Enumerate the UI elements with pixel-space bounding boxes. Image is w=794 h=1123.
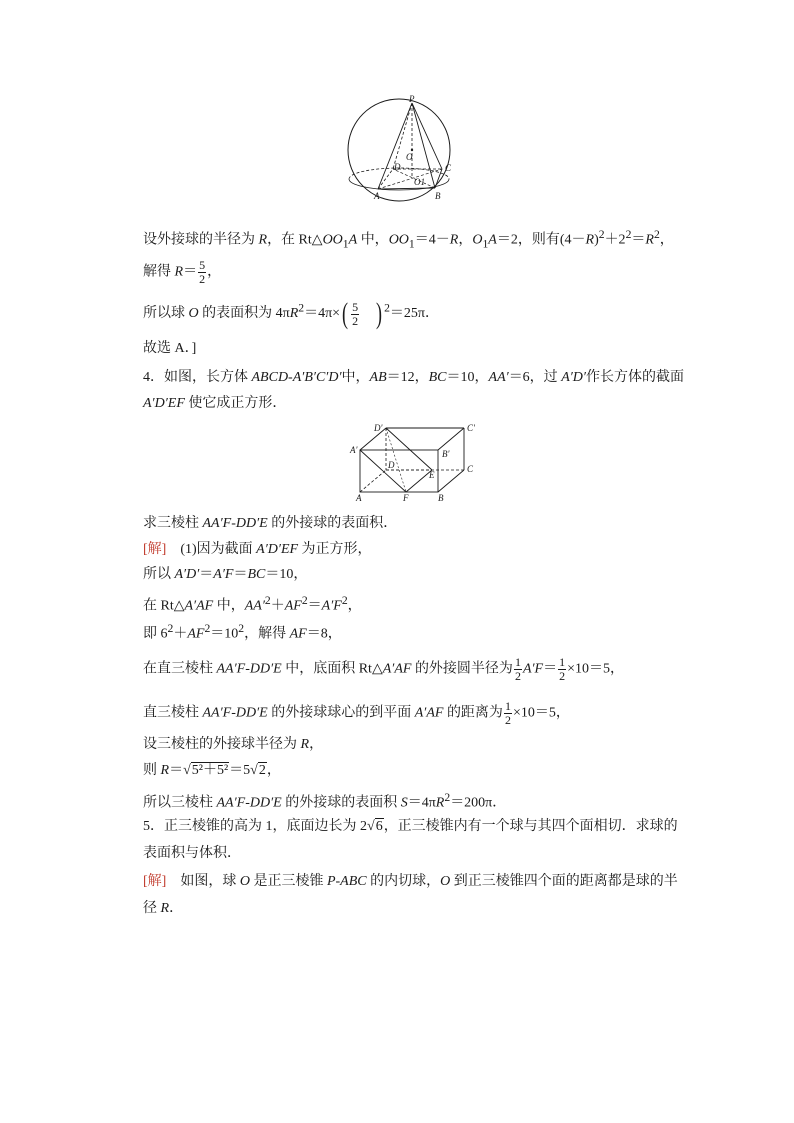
sphere-pyramid-figure [350,93,450,208]
solution-line-6: 直三棱柱 AA′F-DD′E 的外接球球心的到平面 A′AF 的距离为 $\frac{1}{2}$ ×10＝5， [143,699,570,727]
radicand: 6 [375,819,383,834]
solution-tag: [解] [143,874,167,889]
label-f: F [403,493,409,503]
label-b: B [438,493,444,503]
solution-line-7: 设三棱柱的外接球半径为 R， [143,737,324,752]
label-d: D [388,460,395,470]
fraction: $\frac{5}{2}$ [199,258,206,286]
label-c: C [467,464,474,474]
radicand: 5²＋5² [191,763,229,778]
label-c: C [445,163,452,173]
edge-pa [378,103,412,189]
solution-line-9: 所以三棱柱 AA′F-DD′E 的外接球的表面积 $S=4\pi R^2=200\pi$． [143,791,507,811]
cuboid-figure [346,420,480,506]
solution-tag: [解] [143,542,167,557]
solution-line-8: 则 R＝√5²＋5²＝5√2， [143,763,281,778]
label-d: D [394,162,401,172]
solution-line-3: 在 Rt△A′AF 中，$AA'^2+AF^2=A'F^2$， [143,594,362,614]
label-c1: C' [467,423,475,433]
solution-line-5: 在直三棱柱 AA′F-DD′E 中，底面积 Rt△A′AF 的外接圆半径为 $\frac{1}{2}$ A′F＝ $\frac{1}{2}$ ×10＝5， [143,655,625,683]
fraction: $\frac{1}{2}$ [559,655,566,683]
center-o [411,149,413,151]
edge-a1f [360,450,406,492]
answer-5-line-1: [解] 如图，球 O 是正三棱锥 P-ABC 的内切球，O 到正三棱锥四个面的距离都是球的半 [143,874,678,889]
line-choose-a: 故选 A．] [143,341,197,356]
solution-line-4: 即 $6^2+AF^2=10^2$，解得 AF＝8， [143,622,342,642]
question-5-line-1: 5．正三棱锥的高为 1，底面边长为 2√6，正三棱锥内有一个球与其四个面相切．求球的 [143,819,678,834]
label-p: P [409,94,415,104]
label-o: O [406,152,413,162]
answer-5-line-2: 径 R． [143,901,184,916]
edge-b1c1 [438,428,464,450]
label-o1: O1 [414,177,425,187]
edge-ad [360,470,386,492]
edge-bc [438,470,464,492]
question-4-ask: 求三棱柱 AA′F-DD′E 的外接球的表面积． [143,516,398,531]
label-a: A [356,493,362,503]
fraction: $\frac{5}{2}$ [352,299,359,328]
edge-ab [378,188,435,189]
radicand: 2 [258,763,266,778]
label-a1: A' [350,445,358,455]
line-radius-setup: 设外接球的半径为 R，在 $Rt\triangle OO_1A$ 中，$OO_1=4-R$，$O_1A=2$，则有$(4-R)^2+2^2=R^2$， [143,228,674,251]
question-4-line-1: 4．如图，长方体 ABCD-A′B′C′D′中，AB＝12，BC＝10，AA′＝6，过 A′D′作长方体的截面 [143,370,684,385]
fraction: $\frac{1}{2}$ [504,699,511,727]
edge-ad [378,169,393,189]
label-b1: B' [442,449,450,459]
line-solve-r: 解得 R＝ $\frac{5}{2}$ ， [143,258,222,286]
fraction: $\frac{1}{2}$ [514,655,521,683]
question-4-line-2: A′D′EF 使它成正方形． [143,396,287,411]
question-5-line-2: 表面积与体积． [143,846,241,861]
label-e: E [429,470,435,480]
label-d1: D' [374,423,383,433]
solution-line-2: 所以 A′D′＝A′F＝BC＝10， [143,567,308,582]
line-surface-area: 所以球 O 的表面积为 $4\pi R^2=4\pi\times$( $\frac{5}{2}$ ) $^2$＝25π． [143,297,439,330]
solution-line-1: [解] (1)因为截面 A′D′EF 为正方形， [143,542,372,557]
label-a: A [374,191,380,201]
label-b: B [435,191,441,201]
